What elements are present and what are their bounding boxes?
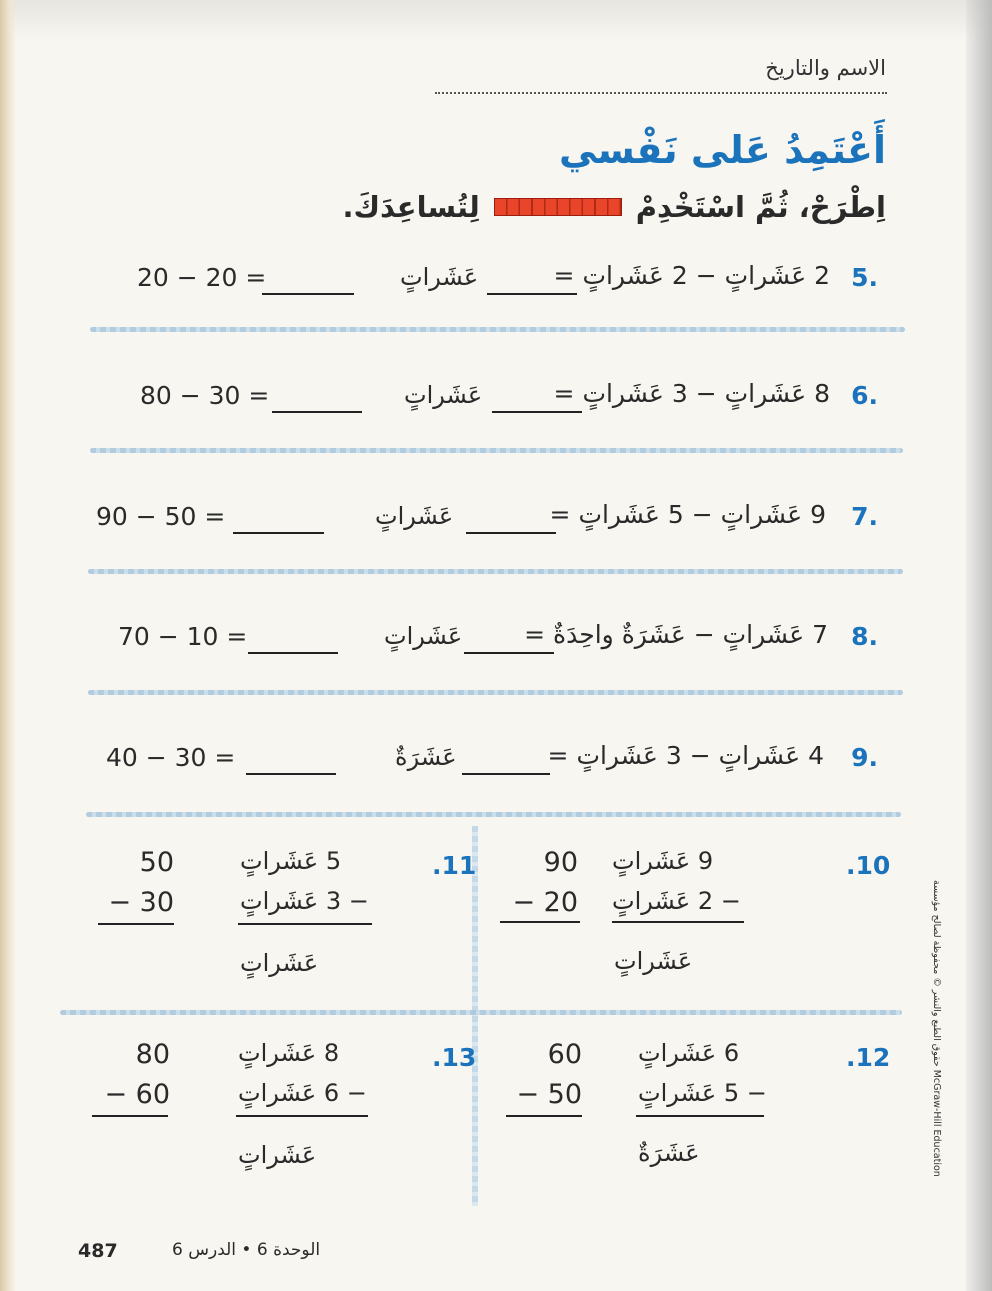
answer-blank-words[interactable] xyxy=(492,411,582,413)
problem-words: 9 عَشَراتٍ − 5 عَشَراتٍ = xyxy=(549,500,826,529)
problem-number: 6. xyxy=(851,381,878,410)
problem-numeric: 90 − 50 = xyxy=(96,502,226,531)
row-separator xyxy=(88,569,903,574)
numeric-answer-line[interactable] xyxy=(92,1115,168,1117)
words-answer-line[interactable] xyxy=(236,1115,368,1117)
unit-label: عَشَراتٍ xyxy=(614,947,693,975)
top-number: 50 xyxy=(139,847,174,878)
tens-rod-icon xyxy=(494,198,622,216)
answer-blank-numeric[interactable] xyxy=(262,293,354,295)
problem-number: .12 xyxy=(846,1043,891,1072)
unit-label: عَشَراتٍ xyxy=(238,1141,317,1169)
top-number: 60 xyxy=(547,1039,582,1070)
problem-row xyxy=(0,614,992,674)
words-line-2: − 6 عَشَراتٍ xyxy=(238,1079,367,1107)
name-date-line[interactable] xyxy=(435,92,887,94)
problem-words: 4 عَشَراتٍ − 3 عَشَراتٍ = xyxy=(547,741,824,770)
copyright-notice: حقوق الطبع والنشر © محفوظة لصالح مؤسسة McGraw-Hill Education xyxy=(931,880,942,1177)
problem-words: 2 عَشَراتٍ − 2 عَشَراتٍ = xyxy=(553,261,830,290)
problem-number: 8. xyxy=(851,622,878,651)
problem-words: 7 عَشَراتٍ − عَشَرَةٌ واحِدَةٌ = xyxy=(524,620,828,649)
row-separator xyxy=(60,1010,902,1015)
words-line-1: 8 عَشَراتٍ xyxy=(238,1039,340,1067)
problem-row xyxy=(0,255,992,315)
words-line-1: 5 عَشَراتٍ xyxy=(240,847,342,875)
vertical-problem xyxy=(90,845,477,995)
unit-label: عَشَراتٍ xyxy=(240,949,319,977)
answer-blank-numeric[interactable] xyxy=(233,532,324,534)
problem-number: .10 xyxy=(846,851,891,880)
answer-blank-words[interactable] xyxy=(466,532,556,534)
page-shadow xyxy=(0,0,992,40)
numeric-answer-line[interactable] xyxy=(98,923,174,925)
problem-number: 9. xyxy=(851,743,878,772)
words-line-1: 6 عَشَراتٍ xyxy=(638,1039,740,1067)
problem-numeric: 20 − 20 = xyxy=(137,263,267,292)
problem-row xyxy=(0,735,992,795)
instruction-text-start: اِطْرَحْ، ثُمَّ اسْتَخْدِمْ xyxy=(635,190,886,224)
problem-number: .11 xyxy=(432,851,477,880)
row-separator xyxy=(90,448,903,453)
answer-blank-words[interactable] xyxy=(487,293,577,295)
words-answer-line[interactable] xyxy=(636,1115,764,1117)
numeric-answer-line[interactable] xyxy=(506,1115,582,1117)
words-line-1: 9 عَشَراتٍ xyxy=(612,847,714,875)
name-date-label: الاسم والتاريخ xyxy=(765,56,886,80)
vertical-problem xyxy=(490,1037,890,1187)
unit-label: عَشَراتٍ xyxy=(400,263,479,291)
bottom-number: − 20 xyxy=(512,887,578,918)
problem-numeric: 80 − 30 = xyxy=(140,381,270,410)
page-number: 487 xyxy=(78,1240,118,1262)
instruction-text-end: لِتُساعِدَكَ. xyxy=(342,190,480,224)
unit-lesson-label: الوحدة 6 • الدرس 6 xyxy=(172,1240,321,1260)
row-separator xyxy=(88,690,903,695)
problem-number: .13 xyxy=(432,1043,477,1072)
unit-label: عَشَراتٍ xyxy=(384,622,463,650)
bottom-number: − 50 xyxy=(516,1079,582,1110)
answer-blank-numeric[interactable] xyxy=(246,773,336,775)
row-separator xyxy=(86,812,901,817)
problem-numeric: 70 − 10 = xyxy=(118,622,248,651)
problem-number: 7. xyxy=(851,502,878,531)
words-answer-line[interactable] xyxy=(612,921,744,923)
page-title: أَعْتَمِدُ عَلى نَفْسي xyxy=(558,128,886,172)
instruction xyxy=(342,190,886,224)
row-separator xyxy=(90,327,905,332)
words-line-2: − 3 عَشَراتٍ xyxy=(240,887,369,915)
unit-label: عَشَرَةٌ xyxy=(638,1139,700,1167)
problem-words: 8 عَشَراتٍ − 3 عَشَراتٍ = xyxy=(553,379,830,408)
words-answer-line[interactable] xyxy=(238,923,372,925)
vertical-problem xyxy=(490,845,890,995)
unit-label: عَشَراتٍ xyxy=(404,381,483,409)
problem-row xyxy=(0,373,992,433)
answer-blank-words[interactable] xyxy=(462,773,550,775)
numeric-answer-line[interactable] xyxy=(500,921,580,923)
words-line-2: − 5 عَشَراتٍ xyxy=(638,1079,767,1107)
answer-blank-words[interactable] xyxy=(464,652,554,654)
bottom-number: − 60 xyxy=(104,1079,170,1110)
problem-row xyxy=(0,494,992,554)
answer-blank-numeric[interactable] xyxy=(272,411,362,413)
vertical-problem xyxy=(90,1037,477,1187)
unit-label: عَشَراتٍ xyxy=(375,502,454,530)
words-line-2: − 2 عَشَراتٍ xyxy=(612,887,741,915)
top-number: 80 xyxy=(135,1039,170,1070)
problem-numeric: 40 − 30 = xyxy=(106,743,236,772)
top-number: 90 xyxy=(543,847,578,878)
bottom-number: − 30 xyxy=(108,887,174,918)
column-separator xyxy=(472,826,478,1206)
unit-label: عَشَرَةٌ xyxy=(395,743,457,771)
problem-number: 5. xyxy=(851,263,878,292)
answer-blank-numeric[interactable] xyxy=(248,652,338,654)
